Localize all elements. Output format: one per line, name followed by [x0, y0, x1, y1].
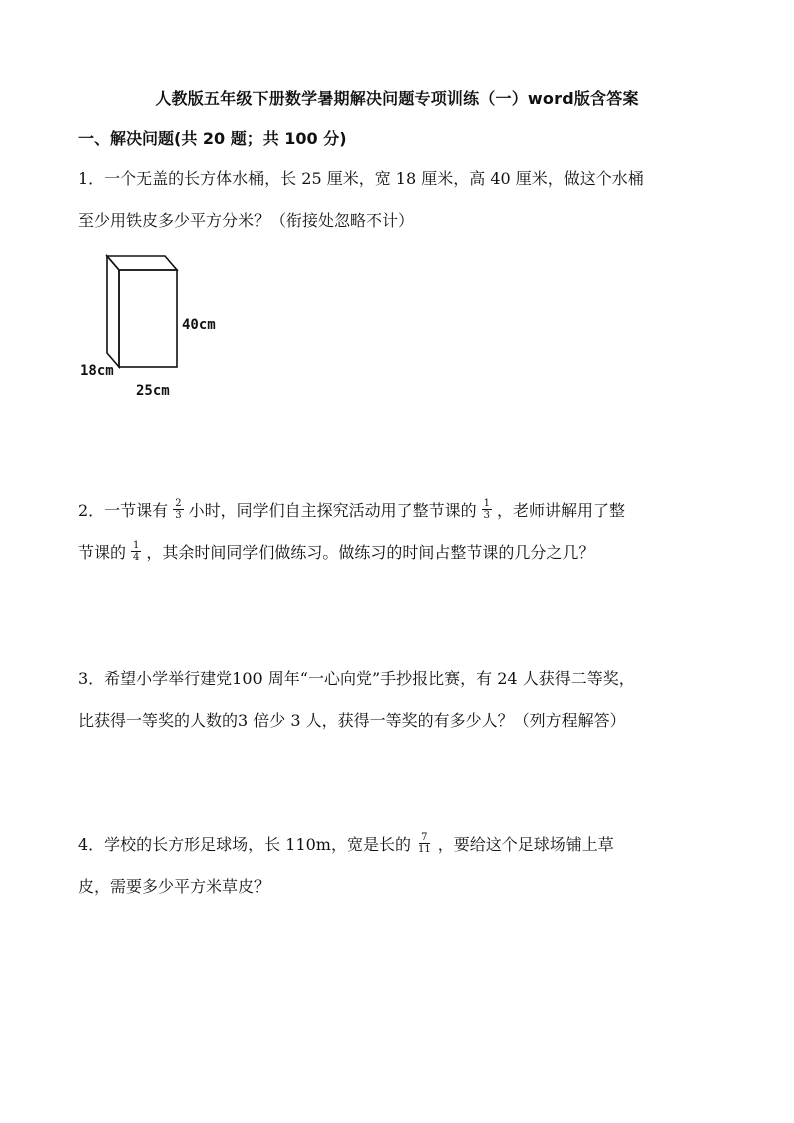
fraction-denominator: 3: [483, 510, 490, 521]
length-label: 25cm: [136, 383, 170, 399]
fraction-numerator: 2: [175, 498, 182, 509]
fraction-denominator: 3: [175, 510, 182, 521]
question-2-text-e: ，其余时间同学们做练习。做练习的时间占整节课的几分之几？: [146, 543, 595, 562]
section-heading: 一、解决问题(共 20 题；共 100 分): [78, 129, 347, 148]
fraction-numerator: 1: [133, 540, 140, 551]
question-2-text-c: ，老师讲解用了整: [496, 501, 625, 520]
height-label: 40cm: [182, 317, 216, 333]
question-1-line-1: 1．一个无盖的长方体水桶，长 25 厘米，宽 18 厘米，高 40 厘米，做这个水桶: [78, 169, 644, 188]
question-4: [78, 824, 728, 908]
question-3: [78, 658, 728, 742]
question-4-line-1: [78, 824, 728, 866]
question-2-line-1: [78, 490, 728, 532]
question-2-text-a: 2．一节课有: [78, 501, 169, 520]
question-4-line-2: 皮，需要多少平方米草皮？: [78, 877, 271, 896]
cuboid-side-face: [107, 256, 119, 367]
fraction-seven-elevenths: [416, 832, 433, 855]
question-1-line-2: 至少用铁皮多少平方分米？（衔接处忽略不计）: [78, 211, 415, 230]
width-label: 18cm: [80, 363, 114, 379]
question-1: [78, 158, 728, 242]
question-2: [78, 490, 728, 574]
question-2-text-b: 小时，同学们自主探究活动用了整节课的: [188, 501, 477, 520]
fraction-denominator: 11: [417, 844, 431, 855]
fraction-numerator: 7: [421, 832, 428, 843]
fraction-one-third: [482, 498, 492, 521]
fraction-denominator: 4: [133, 552, 140, 563]
question-4-text-b: ，要给这个足球场铺上草: [437, 835, 614, 854]
cuboid-front-face: [119, 270, 177, 367]
question-4-text-a: 4．学校的长方形足球场，长 110m，宽是长的: [78, 835, 411, 854]
cuboid-figure: [78, 250, 238, 400]
question-3-line-2: 比获得一等奖的人数的3 倍少 3 人，获得一等奖的有多少人？（列方程解答）: [78, 711, 626, 730]
fraction-one-quarter: [131, 540, 141, 563]
fraction-two-thirds: [173, 498, 183, 521]
question-2-line-2: [78, 532, 728, 574]
fraction-numerator: 1: [483, 498, 490, 509]
document-title: 人教版五年级下册数学暑期解决问题专项训练（一）word版含答案: [155, 89, 639, 108]
question-3-line-1: 3．希望小学举行建党100 周年“一心向党”手抄报比赛，有 24 人获得二等奖，: [78, 669, 635, 688]
question-2-text-d: 节课的: [78, 543, 127, 562]
